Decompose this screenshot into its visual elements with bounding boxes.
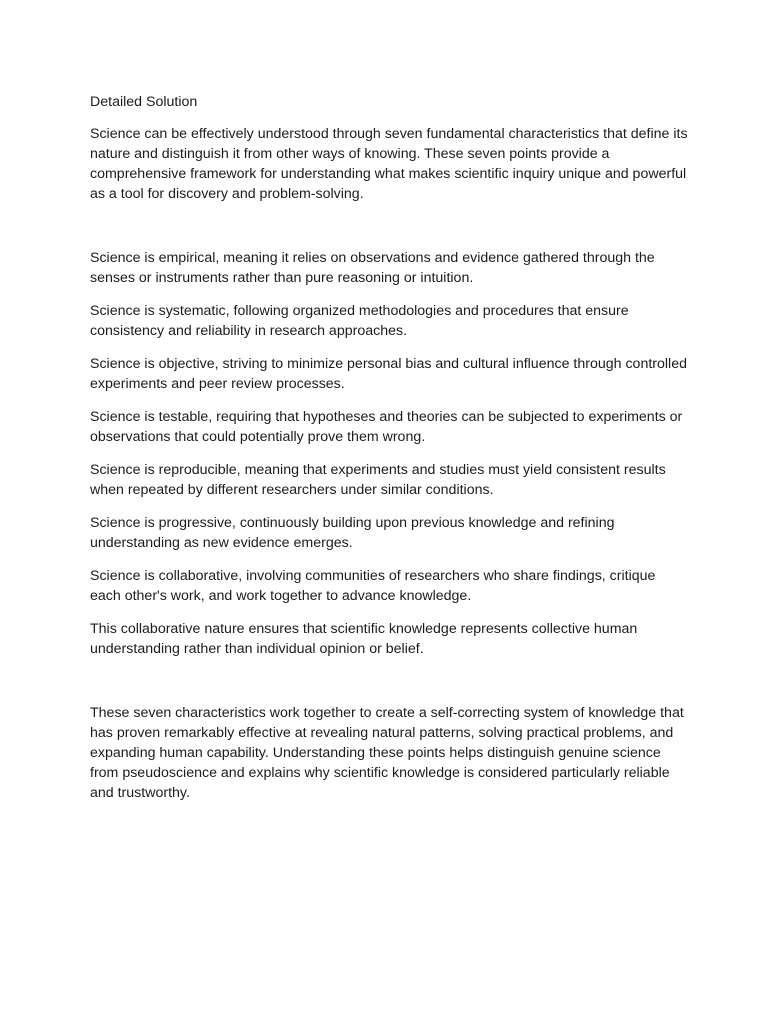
characteristic-reproducible: Science is reproducible, meaning that experiments and studies must yield consistent results when repeated by different researchers under similar conditions. — [90, 462, 666, 498]
characteristic-collaborative: Science is collaborative, involving communities of researchers who share findings, critique each other's work, and work together to advance knowledge. — [90, 568, 656, 604]
conclusion-paragraph: These seven characteristics work together to create a self-correcting system of knowledge that has proven remarkably effective at revealing natural patterns, solving practical problems, and expanding human capability. Understanding these points helps distinguish genuine science from pseudoscience and explains why scientific knowledge is considered particularly reliable and trustworthy. — [90, 705, 684, 801]
characteristic-objective: Science is objective, striving to minimize personal bias and cultural influence through controlled experiments and peer review processes. — [90, 356, 687, 392]
characteristic-testable: Science is testable, requiring that hypotheses and theories can be subjected to experiments or observations that could potentially prove them wrong. — [90, 409, 683, 445]
characteristic-progressive: Science is progressive, continuously building upon previous knowledge and refining understanding as new evidence emerges. — [90, 515, 615, 551]
document-body — [90, 92, 690, 803]
characteristic-systematic: Science is systematic, following organized methodologies and procedures that ensure consistency and reliability in research approaches. — [90, 303, 629, 339]
intro-paragraph: Science can be effectively understood through seven fundamental characteristics that define its nature and distinguish it from other ways of knowing. These seven points provide a comprehensive framework for understanding what makes scientific inquiry unique and powerful as a tool for discovery and problem-solving. — [90, 126, 688, 202]
document-title: Detailed Solution — [90, 94, 198, 110]
characteristic-empirical: Science is empirical, meaning it relies on observations and evidence gathered through the senses or instruments rather than pure reasoning or intuition. — [90, 250, 655, 286]
characteristics-list — [90, 248, 690, 606]
collaborative-note-paragraph: This collaborative nature ensures that scientific knowledge represents collective human understanding rather than individual opinion or belief. — [90, 621, 638, 657]
